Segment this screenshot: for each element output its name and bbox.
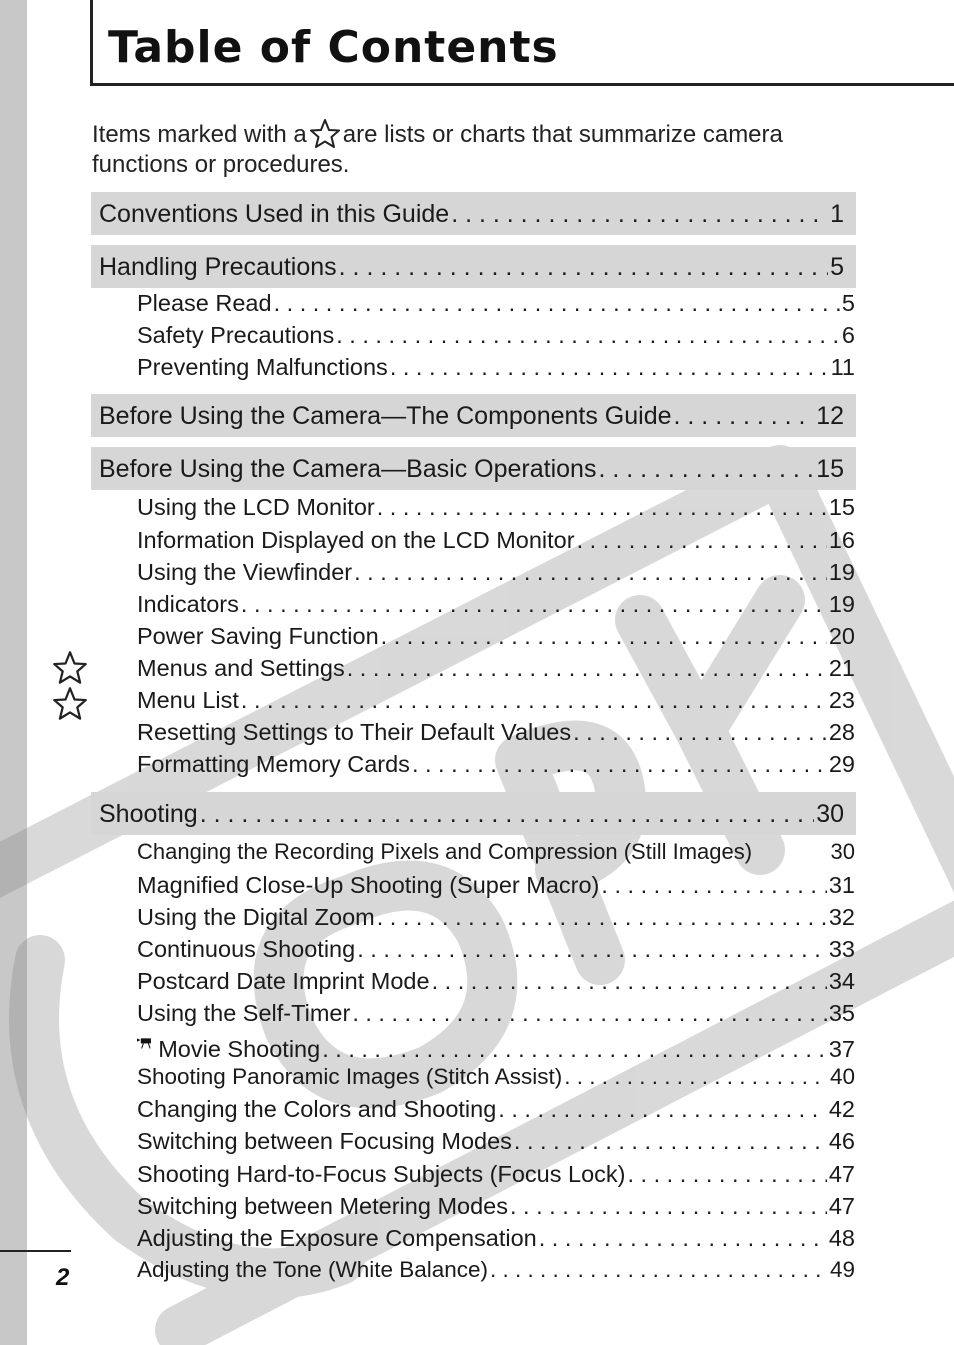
- toc-entry-page: 42: [828, 1096, 855, 1122]
- toc-entry[interactable]: [137, 588, 855, 620]
- toc-entry[interactable]: [137, 1125, 855, 1157]
- toc-entry[interactable]: [137, 933, 855, 965]
- toc-entry-label: Using the Digital Zoom: [137, 904, 375, 930]
- toc-entry[interactable]: [137, 1254, 855, 1286]
- dot-leader: [347, 652, 827, 684]
- dot-leader: [510, 1190, 827, 1222]
- toc-section-label: Before Using the Camera—The Components Guide: [99, 401, 672, 430]
- toc-entry[interactable]: [137, 965, 855, 997]
- dot-leader: [451, 198, 828, 230]
- dot-leader: [241, 684, 827, 716]
- toc-entry-page: 15: [828, 494, 855, 520]
- star-outline-icon: [52, 686, 88, 722]
- toc-entry-page: 21: [828, 655, 855, 681]
- toc-entry-label: Information Displayed on the LCD Monitor: [137, 527, 575, 553]
- dot-leader: [336, 319, 840, 351]
- toc-section-page: 12: [816, 401, 844, 430]
- toc-entry-page: 33: [828, 936, 855, 962]
- toc-entry[interactable]: [137, 748, 855, 780]
- dot-leader: [377, 491, 827, 523]
- toc-entry-label: Adjusting the Tone (White Balance): [137, 1257, 489, 1282]
- toc-entry-label: Shooting Hard-to-Focus Subjects (Focus Lock): [137, 1161, 626, 1187]
- toc-entry-label: Changing the Colors and Shooting: [137, 1096, 497, 1122]
- toc-entry-page: 49: [829, 1257, 855, 1282]
- toc-entry-page: 37: [828, 1036, 855, 1062]
- toc-section-label: Conventions Used in this Guide: [99, 199, 450, 228]
- dot-leader: [377, 901, 827, 933]
- dot-leader: [381, 620, 827, 652]
- page-title: Table of Contents: [108, 22, 559, 73]
- dot-leader: [274, 287, 840, 319]
- toc-section-components-guide[interactable]: [91, 394, 856, 437]
- toc-entry-page: 29: [828, 751, 855, 777]
- toc-entry-label: Menu List: [137, 687, 239, 713]
- toc-entry-label: Using the Viewfinder: [137, 559, 353, 585]
- toc-entry-label: Resetting Settings to Their Default Values: [137, 719, 572, 745]
- toc-entry-page: 34: [828, 968, 855, 994]
- toc-entry-page: 19: [828, 559, 855, 585]
- toc-entry-page: 20: [828, 623, 855, 649]
- toc-entry[interactable]: [137, 491, 855, 523]
- dot-leader: [564, 1061, 828, 1093]
- toc-entry-page: 23: [828, 687, 855, 713]
- dot-leader: [598, 453, 814, 485]
- toc-entry-label: Using the Self-Timer: [137, 1000, 351, 1026]
- dot-leader: [241, 588, 827, 620]
- toc-entry[interactable]: [137, 1029, 855, 1065]
- dot-leader: [601, 869, 826, 901]
- toc-entry[interactable]: [137, 524, 855, 556]
- toc-section-label: Before Using the Camera—Basic Operations: [99, 454, 597, 483]
- dot-leader: [674, 400, 815, 432]
- toc-entry-page: 5: [841, 290, 855, 316]
- toc-entry-page: 28: [828, 719, 855, 745]
- dot-leader: [390, 351, 829, 383]
- dot-leader: [357, 933, 827, 965]
- toc-entry-label: Preventing Malfunctions: [137, 354, 388, 380]
- toc-entry-label: Power Saving Function: [137, 623, 379, 649]
- toc-section-basic-operations[interactable]: [91, 447, 856, 490]
- toc-entry-label: Using the LCD Monitor: [137, 494, 375, 520]
- toc-entry[interactable]: [137, 1061, 855, 1093]
- toc-entry-page: 6: [841, 322, 855, 348]
- toc-entry-label: Indicators: [137, 591, 239, 617]
- toc-entry[interactable]: [137, 287, 855, 319]
- toc-entry[interactable]: [137, 1093, 855, 1125]
- page-number-rule: [0, 1250, 71, 1252]
- toc-entry[interactable]: [137, 1190, 855, 1222]
- toc-entry-page: 30: [830, 839, 855, 864]
- toc-entry-page: 47: [828, 1193, 855, 1219]
- toc-entry[interactable]: [137, 620, 855, 652]
- toc-entry-page: 31: [828, 872, 855, 898]
- movie-camera-icon: [137, 1029, 152, 1057]
- toc-entry-page: 32: [828, 904, 855, 930]
- toc-entry-page: 19: [828, 591, 855, 617]
- toc-entry[interactable]: [137, 351, 855, 383]
- toc-entry[interactable]: [137, 1222, 855, 1254]
- toc-entry-page: 48: [828, 1225, 855, 1251]
- dot-leader: [490, 1254, 828, 1286]
- toc-entry-label: Continuous Shooting: [137, 936, 356, 962]
- toc-entry[interactable]: [137, 836, 855, 868]
- toc-entry-label: Formatting Memory Cards: [137, 751, 410, 777]
- toc-entry-page: 11: [830, 354, 855, 380]
- toc-entry-page: 35: [828, 1000, 855, 1026]
- toc-entry[interactable]: [137, 556, 855, 588]
- intro-text: [92, 118, 862, 179]
- toc-section-shooting[interactable]: [91, 792, 856, 835]
- toc-section-conventions[interactable]: [91, 192, 856, 235]
- toc-entry-label: Please Read: [137, 290, 272, 316]
- dot-leader: [352, 997, 827, 1029]
- toc-entry-label: Adjusting the Exposure Compensation: [137, 1225, 537, 1251]
- dot-leader: [539, 1222, 827, 1254]
- toc-entry-label: Shooting Panoramic Images (Stitch Assist): [137, 1064, 563, 1089]
- toc-entry[interactable]: [137, 1158, 855, 1190]
- star-outline-icon: [52, 650, 88, 686]
- star-outline-icon: [309, 118, 341, 150]
- toc-entry[interactable]: [137, 684, 855, 716]
- toc-entry[interactable]: [137, 997, 855, 1029]
- dot-leader: [577, 524, 827, 556]
- toc-section-page: 15: [816, 454, 844, 483]
- toc-entry-label: Menus and Settings: [137, 655, 345, 681]
- dot-leader: [200, 798, 814, 830]
- toc-entry-page: 46: [828, 1128, 855, 1154]
- toc-section-page: 5: [830, 252, 844, 281]
- page-number: 2: [56, 1264, 70, 1291]
- toc-entry[interactable]: [137, 869, 855, 901]
- toc-section-label: Handling Precautions: [99, 252, 337, 281]
- toc-section-page: 1: [830, 199, 844, 228]
- dot-leader: [339, 251, 828, 283]
- toc-section-label: Shooting: [99, 799, 198, 828]
- dot-leader: [514, 1125, 827, 1157]
- dot-leader: [573, 716, 827, 748]
- intro-text-before: Items marked with a: [92, 121, 307, 148]
- left-margin-band: [0, 0, 27, 1345]
- dot-leader: [412, 748, 827, 780]
- toc-entry-label: Switching between Focusing Modes: [137, 1128, 512, 1154]
- dot-leader: [432, 965, 827, 997]
- toc-entry-label: Postcard Date Imprint Mode: [137, 968, 430, 994]
- toc-entry-label: Safety Precautions: [137, 322, 335, 348]
- toc-entry[interactable]: [137, 319, 855, 351]
- toc-entry-page: 40: [829, 1064, 855, 1089]
- toc-entry-label: Changing the Recording Pixels and Compression (Still Images): [137, 839, 753, 864]
- toc-entry-label: Magnified Close-Up Shooting (Super Macro): [137, 872, 600, 898]
- dot-leader: [354, 556, 827, 588]
- toc-entry-label: Switching between Metering Modes: [137, 1193, 508, 1219]
- toc-entry[interactable]: [137, 652, 855, 684]
- dot-leader: [498, 1093, 827, 1125]
- intro-text-after: are lists or charts that summarize camera functions or procedures.: [92, 121, 783, 178]
- toc-section-handling-precautions[interactable]: [91, 245, 856, 288]
- dot-leader: [628, 1158, 827, 1190]
- toc-entry-label: Movie Shooting: [158, 1036, 321, 1062]
- toc-entry-page: 47: [828, 1161, 855, 1187]
- toc-entry-page: 16: [828, 527, 855, 553]
- toc-section-page: 30: [816, 799, 844, 828]
- toc-entry[interactable]: [137, 901, 855, 933]
- toc-entry[interactable]: [137, 716, 855, 748]
